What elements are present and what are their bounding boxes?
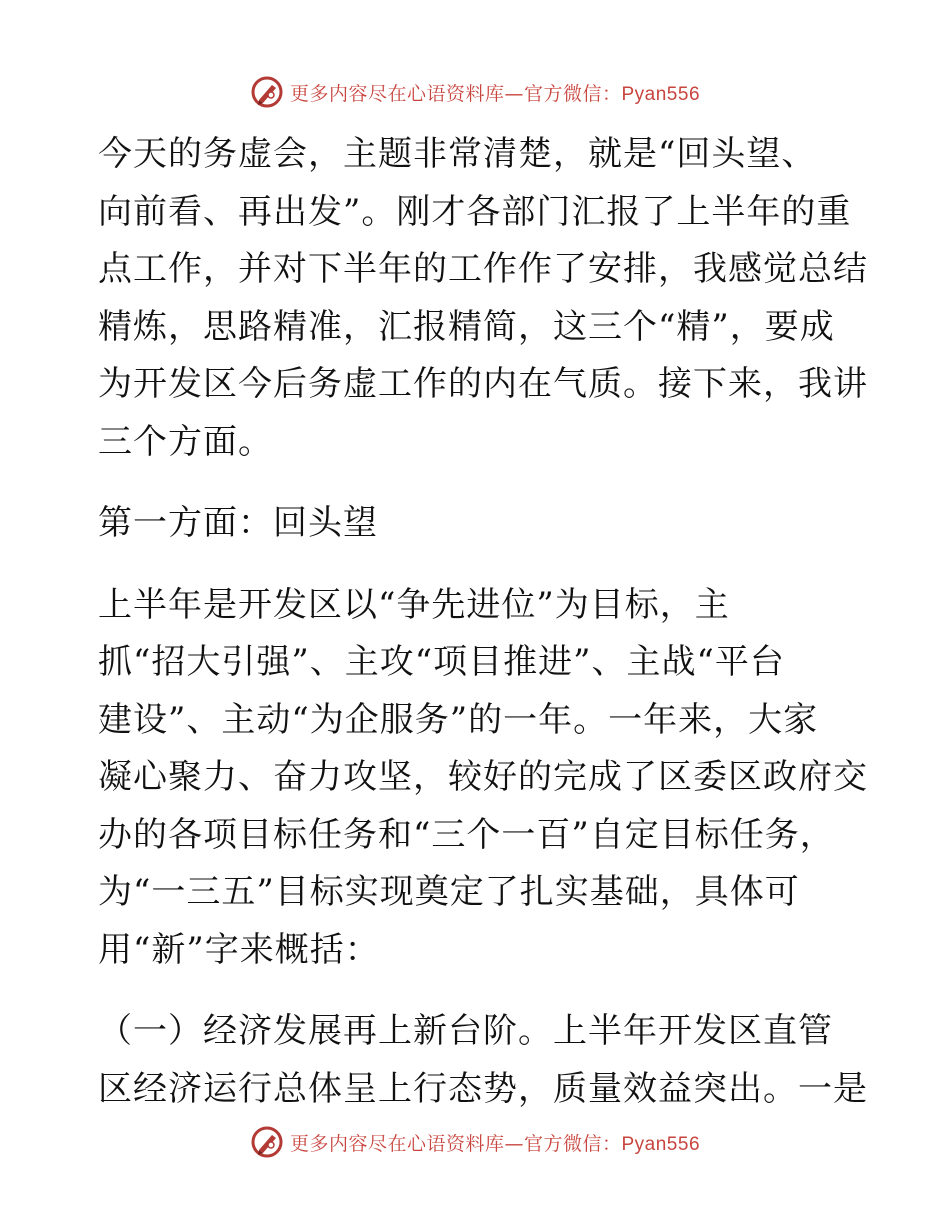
text-line: 上半年是开发区以“争先进位”为目标，主 [98, 584, 730, 625]
footer-banner-main: 更多内容尽在心语资料库 [289, 1132, 505, 1155]
text-line: 精炼，思路精准，汇报精简，这三个“精”，要成 [98, 306, 835, 347]
header-banner-handle: Pyan556 [621, 83, 701, 105]
text-line: 办的各项目标任务和“三个一百”自定目标任务， [98, 814, 835, 855]
text-line: 为开发区今后务虚工作的内在气质。接下来，我讲 [98, 364, 868, 404]
text-line: （一）经济发展再上新台阶。上半年开发区直管 [98, 1011, 833, 1051]
text-line: 建设”、主动“为企服务”的一年。一年来，大家 [98, 699, 819, 740]
paragraph-intro [98, 126, 868, 471]
text-line: 今天的务虚会，主题非常清楚，就是“回头望、 [98, 134, 817, 174]
paragraph-gap [98, 979, 850, 1003]
header-banner [0, 72, 950, 112]
text-line: 三个方面。 [98, 421, 273, 462]
paragraph-gap [98, 553, 850, 577]
text-line: 用“新”字来概括： [98, 929, 380, 970]
section-heading [98, 495, 850, 553]
text-line: 凝心聚力、奋力攻坚，较好的完成了区委区政府交 [98, 757, 868, 797]
text-line: 抓“招大引强”、主攻“项目推进”、主战“平台 [98, 642, 785, 682]
header-banner-text [290, 79, 700, 106]
text-line: 向前看、再出发”。刚才各部门汇报了上半年的重 [98, 191, 852, 232]
text-line: 为“一三五”目标实现奠定了扎实基础，具体可 [98, 872, 800, 912]
footer-banner-label: 官方微信： [523, 1132, 622, 1155]
header-banner-label: 官方微信： [523, 82, 622, 105]
header-banner-main: 更多内容尽在心语资料库 [289, 82, 505, 105]
footer-banner [0, 1122, 950, 1162]
pen-logo-icon [250, 1125, 284, 1159]
text-line: 点工作，并对下半年的工作作了安排，我感觉总结 [98, 249, 868, 289]
footer-banner-handle: Pyan556 [621, 1133, 701, 1155]
paragraph-review [98, 577, 868, 980]
footer-banner-text [290, 1129, 700, 1156]
footer-banner-sep: — [504, 1132, 524, 1155]
paragraph-economy [98, 1003, 868, 1118]
paragraph-gap [98, 471, 850, 495]
text-line: 区经济运行总体呈上行态势，质量效益突出。一是 [98, 1068, 868, 1109]
text-line: 第一方面：回头望 [98, 503, 378, 543]
pen-logo-icon [250, 75, 284, 109]
document-body [98, 126, 868, 1118]
header-banner-sep: — [504, 82, 524, 105]
